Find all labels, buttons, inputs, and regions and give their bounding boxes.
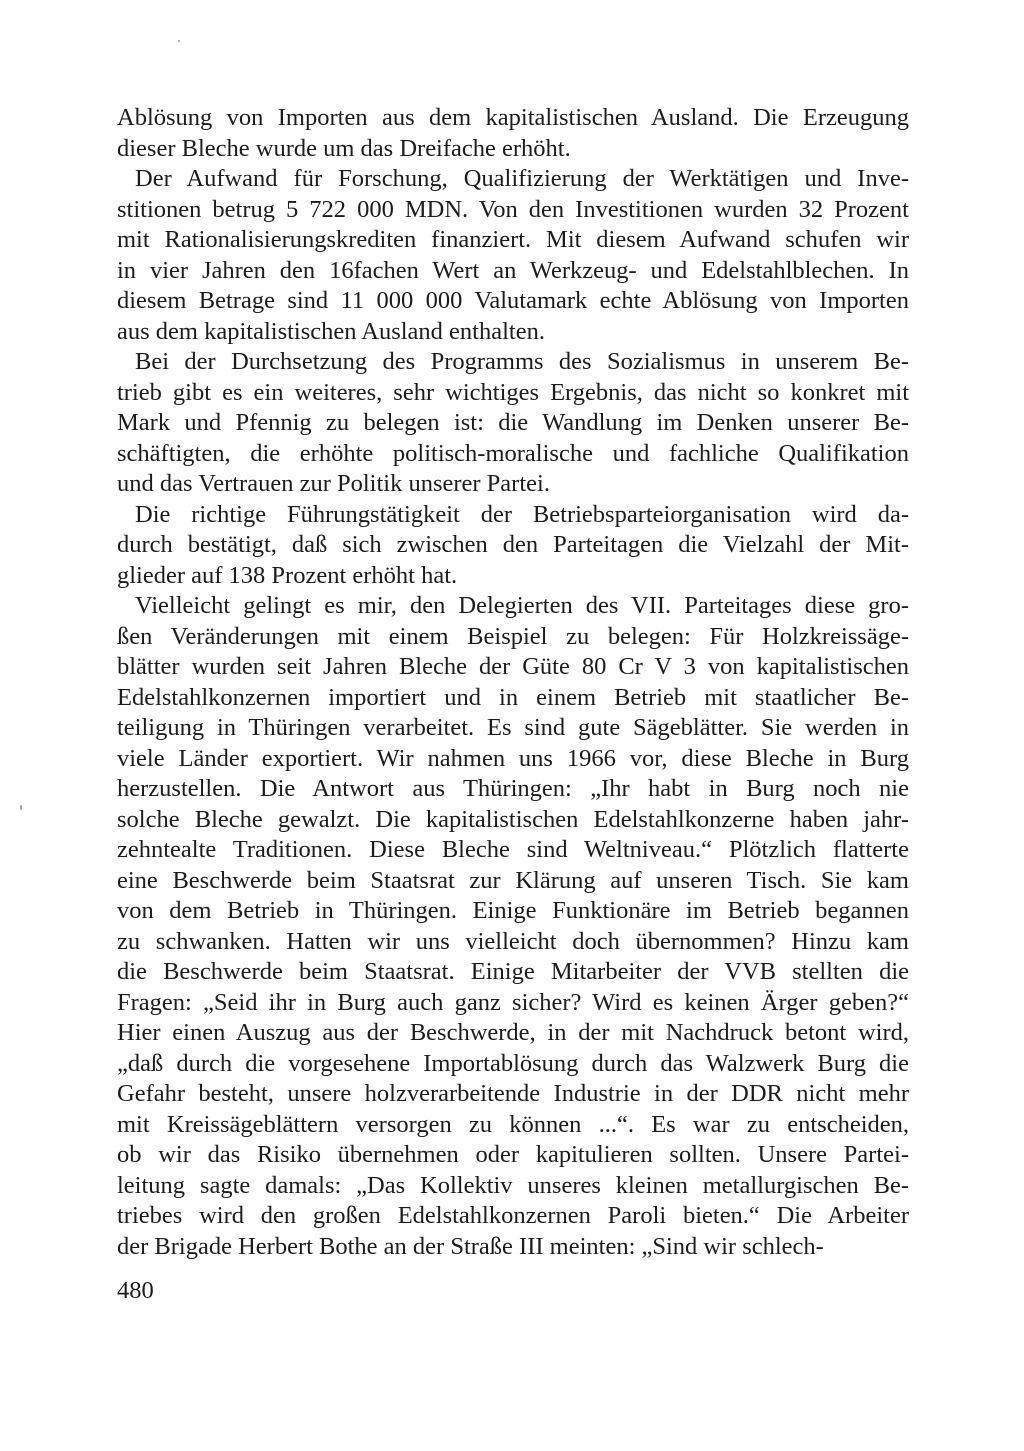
text-line: zehntealte Traditionen. Diese Bleche sind Weltniveau.“ Plötzlich flatterte (117, 836, 909, 863)
paragraph (117, 591, 909, 1262)
text-line: ßen Veränderungen mit einem Beispiel zu belegen: Für Holzkreissäge- (117, 622, 909, 650)
text-line: leitung sagte damals: „Das Kollektiv unseres kleinen metallurgischen Be- (117, 1171, 909, 1199)
text-line: triebes wird den großen Edelstahlkonzernen Paroli bieten.“ Die Arbeiter (117, 1202, 909, 1229)
text-line: durch bestätigt, daß sich zwischen den Parteitagen die Vielzahl der Mit- (117, 531, 909, 558)
text-line: dieser Bleche wurde um das Dreifache erhöht. (117, 134, 571, 162)
text-line: zu schwanken. Hatten wir uns vielleicht doch übernommen? Hinzu kam (117, 927, 909, 955)
text-line: eine Beschwerde beim Staatsrat zur Klärung auf unseren Tisch. Sie kam (117, 866, 909, 894)
text-line: Vielleicht gelingt es mir, den Delegierten des VII. Parteitages diese gro- (135, 592, 909, 619)
body-text (117, 103, 909, 1262)
text-line: solche Bleche gewalzt. Die kapitalistischen Edelstahlkonzerne haben jahr- (117, 805, 909, 833)
text-line: Mark und Pfennig zu belegen ist: die Wandlung im Denken unserer Be- (117, 409, 909, 436)
text-line: mit Kreissägeblättern versorgen zu können ...“. Es war zu entscheiden, (117, 1110, 909, 1138)
text-line: „daß durch die vorgesehene Importablösung durch das Walzwerk Burg die (117, 1049, 909, 1077)
text-line: der Brigade Herbert Bothe an der Straße III meinten: „Sind wir schlech- (117, 1232, 824, 1260)
text-line: stitionen betrug 5 722 000 MDN. Von den Investitionen wurden 32 Prozent (117, 195, 909, 223)
text-line: Der Aufwand für Forschung, Qualifizierung der Werktätigen und Inve- (135, 165, 909, 192)
scan-speck (178, 40, 180, 42)
paragraph (117, 164, 909, 347)
text-line: aus dem kapitalistischen Ausland enthalten. (117, 317, 545, 345)
text-line: schäftigten, die erhöhte politisch-moralische und fachliche Qualifikation (117, 439, 909, 467)
text-line: die Beschwerde beim Staatsrat. Einige Mitarbeiter der VVB stellten die (117, 958, 909, 985)
text-line: von dem Betrieb in Thüringen. Einige Funktionäre im Betrieb begannen (117, 897, 909, 924)
text-line: Gefahr besteht, unsere holzverarbeitende Industrie in der DDR nicht mehr (117, 1080, 909, 1107)
text-line: ob wir das Risiko übernehmen oder kapitulieren sollten. Unsere Partei- (117, 1141, 909, 1168)
paragraph (117, 500, 909, 592)
text-line: und das Vertrauen zur Politik unserer Partei. (117, 470, 550, 497)
text-line: Edelstahlkonzernen importiert und in einem Betrieb mit staatlicher Be- (117, 683, 909, 711)
text-line: Die richtige Führungstätigkeit der Betriebsparteiorganisation wird da- (135, 500, 909, 528)
text-line: Fragen: „Seid ihr in Burg auch ganz sicher? Wird es keinen Ärger geben?“ (117, 988, 909, 1016)
text-line: herzustellen. Die Antwort aus Thüringen: „Ihr habt in Burg noch nie (117, 775, 909, 802)
paragraph (117, 103, 909, 164)
text-line: in vier Jahren den 16fachen Wert an Werkzeug- und Edelstahlblechen. In (117, 256, 909, 284)
text-line: Hier einen Auszug aus der Beschwerde, in der mit Nachdruck betont wird, (117, 1019, 909, 1046)
scan-speck (20, 805, 22, 810)
text-line: mit Rationalisierungskrediten finanziert. Mit diesem Aufwand schufen wir (117, 226, 909, 253)
text-line: viele Länder exportiert. Wir nahmen uns 1966 vor, diese Bleche in Burg (117, 744, 909, 772)
text-line: teiligung in Thüringen verarbeitet. Es sind gute Sägeblätter. Sie werden in (117, 714, 909, 741)
text-line: glieder auf 138 Prozent erhöht hat. (117, 561, 458, 589)
page-number: 480 (117, 1277, 154, 1304)
text-line: Ablösung von Importen aus dem kapitalistischen Ausland. Die Erzeugung (117, 104, 909, 131)
text-line: Bei der Durchsetzung des Programms des Sozialismus in unserem Be- (135, 348, 909, 375)
text-line: trieb gibt es ein weiteres, sehr wichtiges Ergebnis, das nicht so konkret mit (117, 378, 909, 406)
text-line: blätter wurden seit Jahren Bleche der Güte 80 Cr V 3 von kapitalistischen (117, 653, 909, 680)
text-line: diesem Betrage sind 11 000 000 Valutamark echte Ablösung von Importen (117, 287, 909, 314)
paragraph (117, 347, 909, 500)
